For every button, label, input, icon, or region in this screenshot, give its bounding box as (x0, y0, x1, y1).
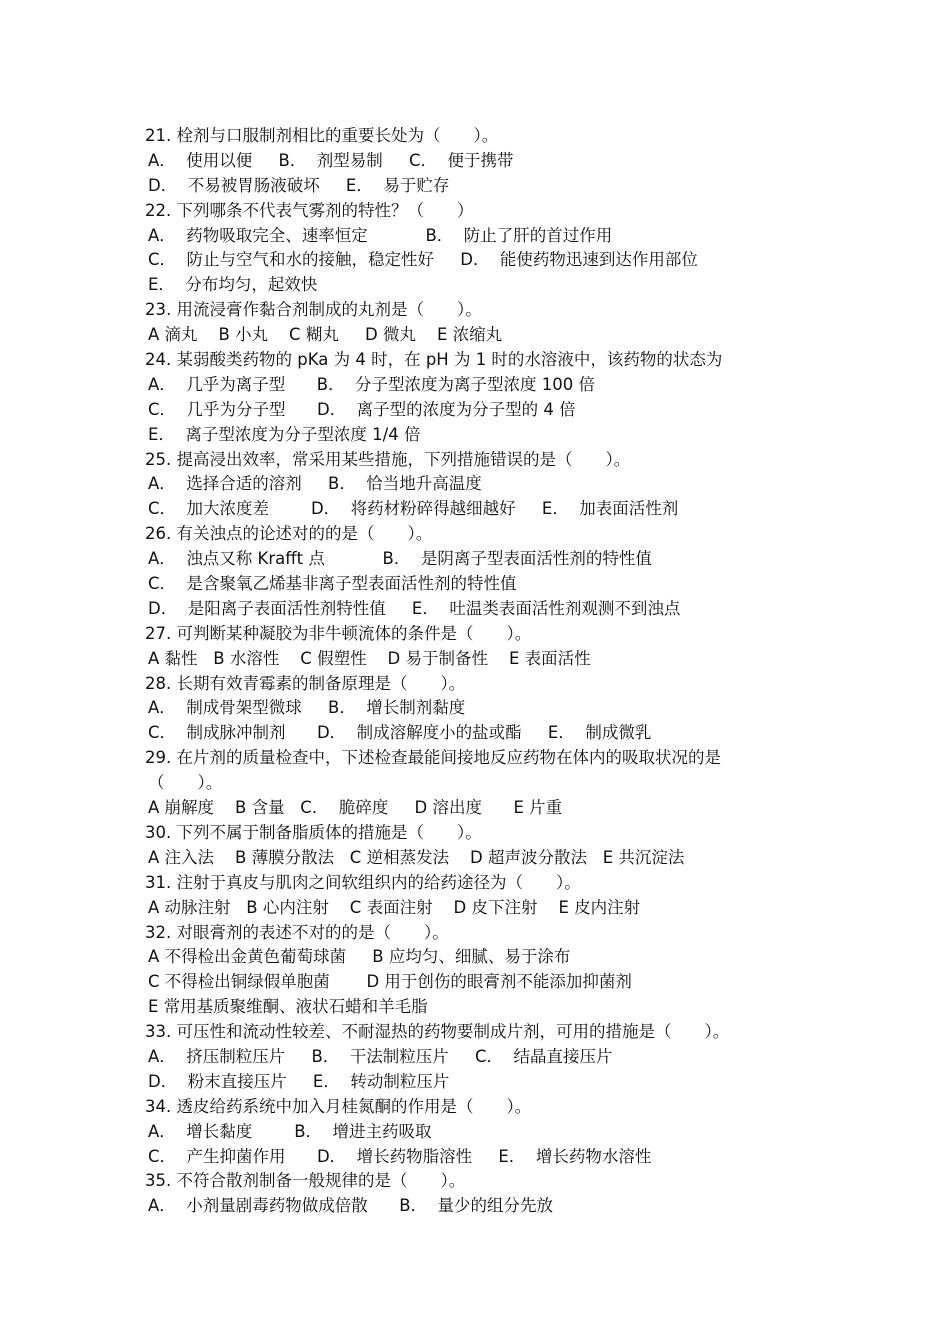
question-stem: 21. 栓剂与口服制剂相比的重要长处为（ ）。 (145, 126, 499, 145)
question-stem: 26. 有关浊点的论述对的的是（ ）。 (145, 524, 433, 544)
question-stem: 35. 不符合散剂制备一般规律的是（ ）。 (145, 1171, 466, 1191)
answer-options: A 不得检出金黄色葡萄球菌 B 应均匀、细腻、易于涂布 (148, 947, 571, 967)
question-stem: 28. 长期有效青霉素的制备原理是（ ）。 (145, 673, 466, 693)
question-stem: 24. 某弱酸类药物的 pKa 为 4 时，在 pH 为 1 时的水溶液中，该药物的状态为 (145, 350, 723, 370)
question-stem: 33. 可压性和流动性较差、不耐湿热的药物要制成片剂，可用的措施是（ ）。 (145, 1022, 730, 1042)
answer-options: A 动脉注射 B 心内注射 C 表面注射 D 皮下注射 E 皮内注射 (148, 897, 641, 917)
answer-options: C 不得检出铜绿假单胞菌 D 用于创伤的眼膏剂不能添加抑菌剂 (148, 972, 632, 992)
question-stem: 32. 对眼膏剂的表述不对的的是（ ）。 (145, 922, 449, 942)
answer-options: A 注入法 B 薄膜分散法 C 逆相蒸发法 D 超声波分散法 E 共沉淀法 (148, 847, 685, 867)
question-stem: 31. 注射于真皮与肌肉之间软组织内的给药途径为（ ）。 (145, 872, 581, 892)
answer-options: A． 浊点又称 Krafft 点 B． 是阴离子型表面活性剂的特性值 (148, 549, 652, 569)
answer-options: （ ）。 (148, 773, 223, 793)
answer-options: E． 分布均匀，起效快 (148, 275, 318, 295)
question-stem: 27. 可判断某种凝胶为非牛顿流体的条件是（ ）。 (145, 623, 532, 643)
answer-options: E． 离子型浓度为分子型浓度 1/4 倍 (148, 424, 421, 444)
answer-options: D． 不易被胃肠液破坏 E． 易于贮存 (148, 175, 450, 195)
answer-options: A． 药物吸取完全、速率恒定 B． 防止了肝的首过作用 (148, 225, 613, 245)
answer-options: A 崩解度 B 含量 C． 脆碎度 D 溶出度 E 片重 (148, 798, 563, 818)
answer-options: A． 选择合适的溶剂 B． 恰当地升高温度 (148, 474, 482, 494)
question-list (145, 124, 845, 1219)
answer-options: A． 增长黏度 B． 增进主药吸取 (148, 1121, 432, 1141)
answer-options: E 常用基质聚维酮、液状石蜡和羊毛脂 (148, 997, 428, 1017)
question-stem: 25. 提高浸出效率，常采用某些措施，下列措施错误的是（ ）。 (145, 449, 631, 469)
answer-options: A 滴丸 B 小丸 C 糊丸 D 微丸 E 浓缩丸 (148, 325, 503, 345)
question-stem: 23. 用流浸膏作黏合剂制成的丸剂是（ ）。 (145, 300, 482, 320)
answer-options: D． 粉末直接压片 E． 转动制粒压片 (148, 1071, 450, 1091)
answer-options: C． 加大浓度差 D． 将药材粉碎得越细越好 E． 加表面活性剂 (148, 499, 679, 519)
answer-options: A． 使用以便 B． 剂型易制 C． 便于携带 (148, 150, 514, 170)
answer-options: D． 是阳离子表面活性剂特性值 E． 吐温类表面活性剂观测不到浊点 (148, 598, 681, 618)
answer-options: C． 产生抑菌作用 D． 增长药物脂溶性 E． 增长药物水溶性 (148, 1146, 652, 1166)
question-stem: 30. 下列不属于制备脂质体的措施是（ ）。 (145, 822, 482, 842)
answer-options: A． 几乎为离子型 B． 分子型浓度为离子型浓度 100 倍 (148, 374, 596, 394)
answer-options: C． 几乎为分子型 D． 离子型的浓度为分子型的 4 倍 (148, 399, 576, 419)
answer-options: A 黏性 B 水溶性 C 假塑性 D 易于制备性 E 表面活性 (148, 648, 591, 668)
question-stem: 29. 在片剂的质量检查中，下述检查最能间接地反应药物在体内的吸取状况的是 (145, 748, 721, 768)
answer-options: A． 制成骨架型微球 B． 增长制剂黏度 (148, 698, 466, 718)
question-stem: 22. 下列哪条不代表气雾剂的特性？（ ） (145, 200, 474, 220)
answer-options: A． 挤压制粒压片 B． 干法制粒压片 C． 结晶直接压片 (148, 1046, 613, 1066)
question-stem: 34. 透皮给药系统中加入月桂氮酮的作用是（ ）。 (145, 1096, 532, 1116)
answer-options: C． 制成脉冲制剂 D． 制成溶解度小的盐或酯 E． 制成微乳 (148, 723, 652, 743)
answer-options: A． 小剂量剧毒药物做成倍散 B． 量少的组分先放 (148, 1196, 554, 1216)
answer-options: C． 防止与空气和水的接触，稳定性好 D． 能使药物迅速到达作用部位 (148, 250, 698, 270)
answer-options: C． 是含聚氧乙烯基非离子型表面活性剂的特性值 (148, 574, 517, 594)
